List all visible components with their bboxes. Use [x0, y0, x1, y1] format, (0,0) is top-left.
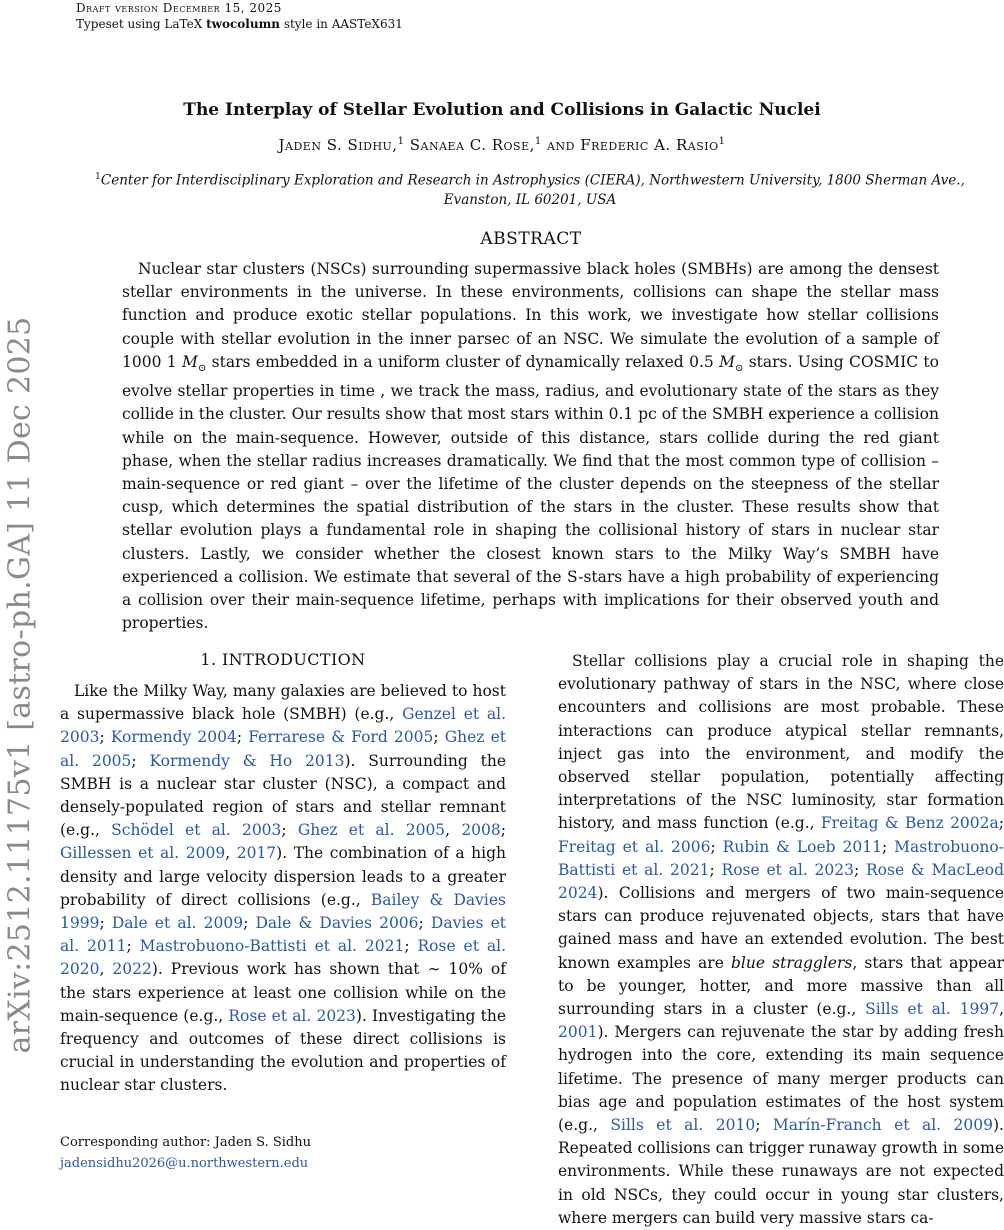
author-name: and Frederic A. Rasio [541, 136, 719, 154]
citation-link[interactable]: Sills et al. 1997 [865, 1000, 1000, 1019]
text: ; [500, 821, 506, 840]
introduction-right-column [558, 650, 1004, 1230]
affiliation [80, 168, 980, 210]
typeset-prefix: Typeset using [76, 17, 165, 31]
text: , [225, 844, 237, 863]
text: ; [236, 728, 249, 747]
author-email-link[interactable]: jadensidhu2026@u.northwestern.edu [60, 1156, 309, 1171]
citation-link[interactable]: Ghez et al. 2005 [297, 821, 446, 840]
affiliation-mark: 1 [95, 172, 101, 182]
citation-link[interactable]: Davies et al. 2011 [60, 914, 506, 956]
citation-link[interactable]: Gillessen et al. 2009 [60, 844, 226, 863]
citation-link[interactable]: Schödel et al. 2003 [111, 821, 282, 840]
text: ; [853, 860, 866, 879]
citation-link[interactable]: Kormendy 2004 [110, 728, 237, 747]
author-name: Sanaea C. Rose, [404, 136, 535, 154]
text: ; [709, 860, 722, 879]
text: ; [881, 837, 895, 856]
text: ; [99, 914, 112, 933]
introduction-left-column [60, 680, 506, 1098]
text: Stellar collisions play a crucial role in shaping the evolutionary pathway of stars in the NSC, where close encounters and collisions are most probable. These interactions can produce atypical stellar remnants, inject gas into the environment, and modify the observed stellar population, potentially affecting interpretations of the NSC luminosity, star formation history, and mass function (e.g., [558, 652, 1004, 833]
citation-link[interactable]: Freitag et al. 2006 [558, 837, 711, 856]
citation-link[interactable]: Rose et al. 2023 [721, 860, 854, 879]
typeset-suffix: style in AASTeX631 [280, 17, 403, 31]
citation-link[interactable]: Rose & MacLeod 2024 [558, 860, 1004, 903]
paragraph [60, 680, 506, 1098]
typeset-style: twocolumn [206, 17, 280, 31]
emphasis-term: blue stragglers [731, 953, 853, 972]
latex-logo: LaTeX [164, 17, 203, 31]
citation-link[interactable]: Genzel et al. 2003 [60, 705, 506, 747]
text: ). Surrounding the SMBH is a nuclear star cluster (NSC), a compact and densely-populated region of stars and stellar remnant (e.g., [60, 751, 507, 840]
text: ; [243, 914, 256, 933]
affiliation-line-1: Center for Interdisciplinary Exploration and Research in Astrophysics (CIERA), Northwestern University, 1800 Sherman Ave., [100, 172, 965, 189]
abstract-text: stars embedded in a uniform cluster of dynamically relaxed 0.5 [206, 352, 720, 371]
text: , [445, 821, 462, 840]
citation-link[interactable]: Ferrarese & Ford 2005 [248, 728, 434, 747]
arxiv-sidebar [0, 230, 40, 1140]
sun-symbol: ⊙ [734, 362, 744, 374]
text: ; [281, 821, 298, 840]
author-affiliation-mark: 1 [397, 136, 405, 147]
corresponding-author: Corresponding author: Jaden S. Sidhu [60, 1135, 311, 1150]
arxiv-id: arXiv:2512.11175v1 [astro-ph.GA] 11 Dec 2025 [2, 316, 38, 1054]
citation-link[interactable]: Rubin & Loeb 2011 [722, 837, 882, 856]
section-heading-introduction: 1. INTRODUCTION [200, 650, 366, 669]
text: ). Mergers can rejuvenate the star by adding fresh hydrogen into the core, extending its main sequence lifetime. The presence of many merger products can bias age and population estimates of the host system (e.g., [558, 1023, 1004, 1135]
text: ; [131, 751, 150, 770]
text: ; [755, 1116, 773, 1135]
text: ; [99, 728, 111, 747]
solar-mass-symbol: M [182, 352, 198, 371]
citation-link[interactable]: 2008 [461, 821, 501, 840]
citation-link[interactable]: Rose et al. 2023 [228, 1006, 356, 1025]
citation-link[interactable]: 2017 [236, 844, 277, 863]
affiliation-line-2: Evanston, IL 60201, USA [443, 191, 617, 208]
text: , stars that appear to be younger, hotter, and more massive than all surrounding stars in a cluster (e.g., [558, 953, 1004, 1019]
citation-link[interactable]: Ghez et al. 2005 [60, 728, 506, 770]
citation-link[interactable]: 2001 [558, 1023, 598, 1042]
text: ; [418, 914, 431, 933]
abstract-heading: ABSTRACT [480, 229, 582, 249]
citation-link[interactable]: 2022 [112, 960, 152, 979]
text: Like the Milky Way, many galaxies are believed to host a supermassive black hole (SMBH) (e.g., [60, 682, 506, 724]
text: , [999, 1000, 1004, 1019]
citation-link[interactable]: Rose et al. 2020 [60, 937, 507, 979]
text: ; [998, 814, 1004, 833]
abstract-text: Nuclear star clusters (NSCs) surrounding supermassive black holes (SMBHs) are among the densest stellar environments in the universe. In these environments, collisions can shape the stellar mass function and produce exotic stellar populations. In this work, we investigate how stellar collisions couple with stellar evolution in the inner parsec of an NSC. We simulate the evolution of a sample of 1000 1 [122, 260, 939, 371]
author-affiliation-mark: 1 [534, 136, 542, 147]
sun-symbol: ⊙ [197, 362, 207, 374]
text: ). Previous work has shown that ∼ 10% of the stars experience at least one collision while on the main-sequence (e.g., [60, 960, 506, 1025]
citation-link[interactable]: Marín-Franch et al. 2009 [772, 1116, 993, 1135]
author-list [0, 136, 1004, 154]
text: ). Repeated collisions can trigger runaway growth in some environments. While these runaways are not expected in old NSCs, they could occur in young star clusters, where mergers can build very massive stars ca- [558, 1116, 1004, 1227]
text: ; [710, 837, 723, 856]
citation-link[interactable]: Dale & Davies 2006 [255, 914, 419, 933]
paper-title: The Interplay of Stellar Evolution and Collisions in Galactic Nuclei [183, 100, 821, 120]
citation-link[interactable]: Bailey & Davies 1999 [60, 890, 506, 933]
text: ; [404, 937, 418, 956]
text: ). Investigating the frequency and outcomes of these direct collisions is crucial in understanding the evolution and properties of nuclear star clusters. [60, 1006, 506, 1095]
text: ). Collisions and mergers of two main-sequence stars can produce rejuvenated objects, stars that have gained mass and have an extended evolution. The best known examples are [558, 884, 1004, 972]
text: ). The combination of a high density and large velocity dispersion leads to a greater probability of direct collisions (e.g., [60, 844, 506, 909]
paragraph [558, 650, 1004, 1230]
abstract-text: stars. Using COSMIC to evolve stellar properties in time , we track the mass, radius, and evolutionary state of the stars as they collide in the cluster. Our results show that most stars within 0.1 pc of the SMBH experience a collision while on the main-sequence. However, outside of this distance, stars collide during the red giant phase, when the stellar radius increases dramatically. We find that the most common type of collision – main-sequence or red giant – over the lifetime of the cluster depends on the steepness of the stellar cusp, which determines the spatial distribution of the stars in the cluster. These results show that stellar evolution plays a fundamental role in shaping the collisional history of stars in nuclear star clusters. Lastly, we consider whether the closest known stars to the Milky Way’s SMBH have experienced a collision. We estimate that several of the S-stars have a high probability of experiencing a collision over their main-sequence lifetime, perhaps with implications for their observed youth and properties. [122, 352, 939, 633]
citation-link[interactable]: Freitag & Benz 2002a [820, 814, 999, 833]
citation-link[interactable]: Sills et al. 2010 [610, 1116, 756, 1135]
abstract-body [122, 258, 939, 635]
text: ; [126, 937, 140, 956]
typeset-note [76, 16, 403, 32]
draft-version: Draft version December 15, 2025 [76, 1, 282, 15]
solar-mass-symbol: M [719, 352, 735, 371]
citation-link[interactable]: Kormendy & Ho 2013 [149, 751, 345, 770]
citation-link[interactable]: Dale et al. 2009 [111, 914, 244, 933]
text: , [99, 960, 113, 979]
text: ; [433, 728, 445, 747]
author-affiliation-mark: 1 [718, 136, 726, 147]
citation-link[interactable]: Mastrobuono-Battisti et al. 2021 [139, 937, 405, 956]
citation-link[interactable]: Mastrobuono-Battisti et al. 2021 [558, 837, 1004, 879]
author-name: Jaden S. Sidhu, [278, 136, 398, 154]
